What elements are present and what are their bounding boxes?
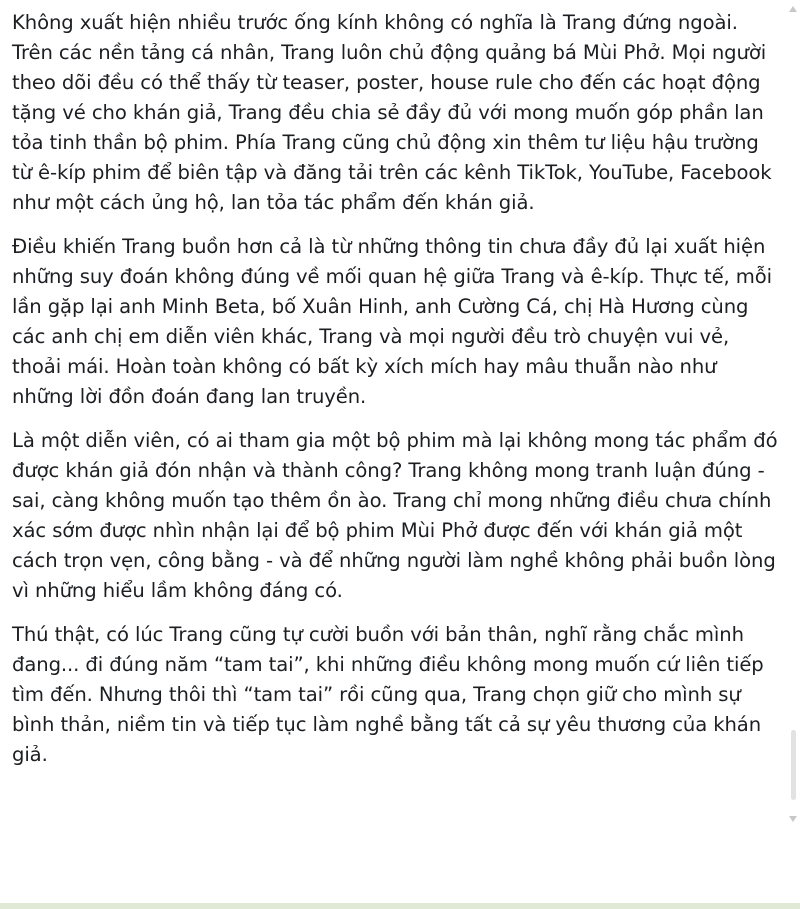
vertical-scrollbar[interactable]	[786, 0, 800, 909]
post-paragraph-4: Thú thật, có lúc Trang cũng tự cười buồn với bản thân, nghĩ rằng chắc mình đang... đi đúng năm “tam tai”, khi những điều không mong muốn cứ liên tiếp tìm đến. Nhưng thôi thì “tam tai” rồi cũng qua, Trang chọn giữ cho mình sự bình thản, niềm tin và tiếp tục làm nghề bằng tất cả sự yêu thương của khán giả.	[12, 623, 764, 766]
bottom-divider	[0, 903, 800, 909]
scrollbar-thumb[interactable]	[791, 730, 796, 800]
post-paragraph-1: Không xuất hiện nhiều trước ống kính không có nghĩa là Trang đứng ngoài. Trên các nền tảng cá nhân, Trang luôn chủ động quảng bá Mùi Phở. Mọi người theo dõi đều có thể thấy từ teaser, poster, house rule cho đến các hoạt động tặng vé cho khán giả, Trang đều chia sẻ đầy đủ với mong muốn góp phần lan tỏa tinh thần bộ phim. Phía Trang cũng chủ động xin thêm tư liệu hậu trường từ ê-kíp phim để biên tập và đăng tải trên các kênh TikTok, YouTube, Facebook như một cách ủng hộ, lan tỏa tác phẩm đến khán giả.	[12, 11, 772, 214]
post-paragraph-3: Là một diễn viên, có ai tham gia một bộ phim mà lại không mong tác phẩm đó được khán giả đón nhận và thành công? Trang không mong tranh luận đúng - sai, càng không muốn tạo thêm ồn ào. Trang chỉ mong những điều chưa chính xác sớm được nhìn nhận lại để bộ phim Mùi Phở được đến với khán giả một cách trọn vẹn, công bằng - và để những người làm nghề không phải buồn lòng vì những hiểu lầm không đáng có.	[12, 429, 778, 602]
post-body	[12, 8, 784, 784]
post-paragraph-2: Điều khiến Trang buồn hơn cả là từ những thông tin chưa đầy đủ lại xuất hiện những suy đoán không đúng về mối quan hệ giữa Trang và ê-kíp. Thực tế, mỗi lần gặp lại anh Minh Beta, bố Xuân Hinh, anh Cường Cá, chị Hà Hương cùng các anh chị em diễn viên khác, Trang và mọi người đều trò chuyện vui vẻ, thoải mái. Hoàn toàn không có bất kỳ xích mích hay mâu thuẫn nào như những lời đồn đoán đang lan truyền.	[12, 235, 773, 408]
scroll-down-arrow-icon[interactable]	[789, 816, 797, 822]
scroll-up-arrow-icon[interactable]	[789, 6, 797, 12]
